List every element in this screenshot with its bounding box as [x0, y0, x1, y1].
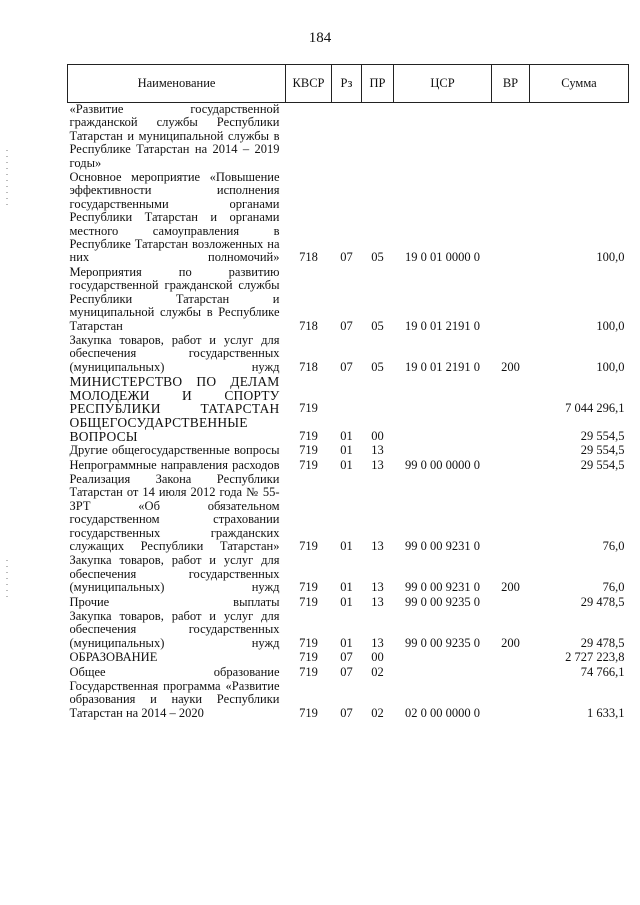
cell-kvsr: 719: [299, 705, 318, 720]
header-sum: Сумма: [530, 65, 629, 103]
table-row: [68, 416, 629, 444]
cell-vr: [492, 680, 530, 721]
cell-kvsr: 719: [299, 635, 318, 650]
cell-name: Другие общегосударственные вопросы: [69, 443, 280, 458]
header-csr: ЦСР: [394, 65, 492, 103]
cell-name: Реализация Закона Республики Татарстан от 14 июля 2012 года № 55-ЗРТ «Об обязательном государственном страховании государственных гражданских служащих Республики Татарстан»: [69, 471, 280, 553]
cell-sum: 7 044 296,1: [565, 400, 625, 415]
table-row: [68, 103, 629, 172]
cell-pr: 13: [371, 539, 384, 553]
cell-rz: 01: [340, 580, 353, 595]
table-row: [68, 459, 629, 473]
cell-pr: 00: [371, 428, 384, 443]
cell-kvsr: 719: [299, 428, 318, 443]
cell-name: Прочие выплаты: [69, 594, 280, 609]
cell-rz: 01: [340, 443, 353, 458]
cell-rz: 07: [340, 318, 353, 333]
header-name: Наименование: [68, 65, 286, 103]
cell-name: ОБРАЗОВАНИЕ: [69, 650, 158, 665]
cell-csr: [394, 666, 492, 680]
cell-rz: 01: [340, 428, 353, 443]
cell-kvsr: 718: [299, 359, 318, 374]
cell-rz: 01: [340, 457, 353, 472]
cell-pr: [362, 103, 394, 172]
cell-csr: 19 0 01 2191 0: [405, 318, 480, 333]
cell-kvsr: 719: [299, 594, 318, 609]
table-row: [68, 680, 629, 721]
cell-csr: [394, 651, 492, 665]
cell-name: МИНИСТЕРСТВО ПО ДЕЛАМ МОЛОДЕЖИ И СПОРТУ РЕСПУБЛИКИ ТАТАРСТАН: [69, 374, 280, 416]
cell-pr: 02: [371, 705, 384, 720]
table-row: [68, 444, 629, 458]
cell-vr: [492, 444, 530, 458]
header-kvsr: КВСР: [286, 65, 332, 103]
cell-pr: 13: [371, 457, 384, 472]
cell-sum: 29 554,5: [580, 428, 625, 443]
cell-kvsr: 718: [299, 250, 318, 265]
cell-csr: 99 0 00 9231 0: [405, 539, 480, 553]
cell-vr: [492, 666, 530, 680]
table-row: [68, 666, 629, 680]
cell-vr: [492, 459, 530, 473]
cell-rz: [332, 375, 362, 416]
cell-kvsr: 719: [299, 539, 318, 553]
table-row: [68, 171, 629, 266]
cell-pr: 05: [371, 250, 384, 265]
margin-marks: [6, 150, 8, 210]
cell-sum: 1 633,1: [587, 705, 625, 720]
cell-vr: 200: [501, 359, 520, 374]
cell-pr: 13: [371, 443, 384, 458]
cell-name: Основное мероприятие «Повышение эффективности исполнения государственными органами Республики Татарстан и органами местного самоуправления в Республике Татарстан возложенных на них полномочий»: [69, 170, 280, 265]
cell-kvsr: 719: [299, 580, 318, 595]
cell-csr: 02 0 00 0000 0: [405, 705, 480, 720]
table-header: [68, 65, 629, 103]
cell-sum: 76,0: [602, 539, 625, 553]
cell-name: «Развитие государственной гражданской службы Республики Татарстан и муниципальной службы в Республике Татарстан на 2014 – 2019 годы»: [69, 102, 280, 170]
margin-marks: [6, 560, 8, 600]
cell-csr: 19 0 01 0000 0: [405, 250, 480, 265]
cell-sum: 100,0: [596, 318, 625, 333]
cell-sum: [530, 103, 629, 172]
cell-vr: 200: [501, 635, 520, 650]
cell-rz: 07: [340, 664, 353, 679]
cell-pr: 13: [371, 594, 384, 609]
cell-kvsr: 718: [299, 318, 318, 333]
cell-csr: [394, 375, 492, 416]
cell-sum: 100,0: [596, 250, 625, 265]
cell-rz: 01: [340, 539, 353, 553]
cell-name: Государственная программа «Развитие образования и науки Республики Татарстан на 2014 – 2020: [69, 679, 280, 720]
cell-pr: 05: [371, 359, 384, 374]
cell-sum: 2 727 223,8: [565, 650, 625, 665]
cell-name: Непрограммные направления расходов: [69, 457, 280, 472]
cell-rz: 07: [340, 359, 353, 374]
cell-rz: [332, 103, 362, 172]
cell-name: Общее образование: [69, 664, 280, 679]
page-number: 184: [308, 30, 332, 46]
cell-vr: 200: [501, 580, 520, 595]
cell-rz: 01: [340, 594, 353, 609]
cell-pr: 13: [371, 580, 384, 595]
header-rz: Рз: [332, 65, 362, 103]
table-row: [68, 651, 629, 665]
cell-rz: 07: [340, 650, 353, 665]
budget-table: [67, 64, 629, 721]
cell-vr: [492, 266, 530, 334]
cell-rz: 07: [340, 705, 353, 720]
header-vr: ВР: [492, 65, 530, 103]
cell-pr: 05: [371, 318, 384, 333]
cell-sum: 29 554,5: [580, 443, 625, 458]
cell-name: Закупка товаров, работ и услуг для обеспечения государственных (муниципальных) нужд: [69, 609, 280, 650]
cell-vr: [492, 375, 530, 416]
cell-csr: 99 0 00 9235 0: [405, 594, 480, 609]
table-row: [68, 266, 629, 334]
cell-csr: 19 0 01 2191 0: [405, 359, 480, 374]
table-row: [68, 554, 629, 595]
cell-name: Мероприятия по развитию государственной гражданской службы Республики Татарстан и муниципальной службы в Республике Татарстан: [69, 264, 280, 333]
cell-csr: 99 0 00 0000 0: [405, 457, 480, 472]
cell-name: Закупка товаров, работ и услуг для обеспечения государственных (муниципальных) нужд: [69, 553, 280, 595]
table-row: [68, 334, 629, 375]
cell-vr: [492, 651, 530, 665]
cell-sum: 100,0: [596, 359, 625, 374]
table-row: [68, 375, 629, 416]
cell-sum: 29 478,5: [580, 635, 625, 650]
cell-vr: [492, 416, 530, 444]
cell-kvsr: 719: [299, 443, 318, 458]
cell-rz: 01: [340, 635, 353, 650]
cell-csr: 99 0 00 9235 0: [405, 635, 480, 650]
cell-pr: 13: [371, 635, 384, 650]
cell-kvsr: 719: [299, 650, 318, 665]
cell-name: Закупка товаров, работ и услуг для обеспечения государственных (муниципальных) нужд: [69, 332, 280, 374]
cell-pr: 00: [371, 650, 384, 665]
cell-pr: [362, 375, 394, 416]
cell-kvsr: 719: [299, 457, 318, 472]
cell-pr: 02: [371, 664, 384, 679]
cell-csr: [394, 444, 492, 458]
cell-csr: [394, 416, 492, 444]
cell-sum: 29 554,5: [580, 457, 625, 472]
cell-rz: 07: [340, 250, 353, 265]
cell-kvsr: 719: [299, 664, 318, 679]
header-pr: ПР: [362, 65, 394, 103]
cell-csr: 99 0 00 9231 0: [405, 580, 480, 595]
table-row: [68, 610, 629, 651]
cell-vr: [492, 171, 530, 266]
cell-vr: [492, 103, 530, 172]
cell-sum: 74 766,1: [580, 664, 625, 679]
cell-sum: 76,0: [602, 580, 625, 595]
table-row: [68, 473, 629, 554]
cell-vr: [492, 596, 530, 610]
cell-csr: [394, 103, 492, 172]
cell-sum: 29 478,5: [580, 594, 625, 609]
table-row: [68, 596, 629, 610]
cell-kvsr: [286, 103, 332, 172]
cell-kvsr: 719: [299, 400, 318, 415]
cell-vr: [492, 473, 530, 554]
cell-name: ОБЩЕГОСУДАРСТВЕННЫЕ ВОПРОСЫ: [69, 415, 248, 444]
